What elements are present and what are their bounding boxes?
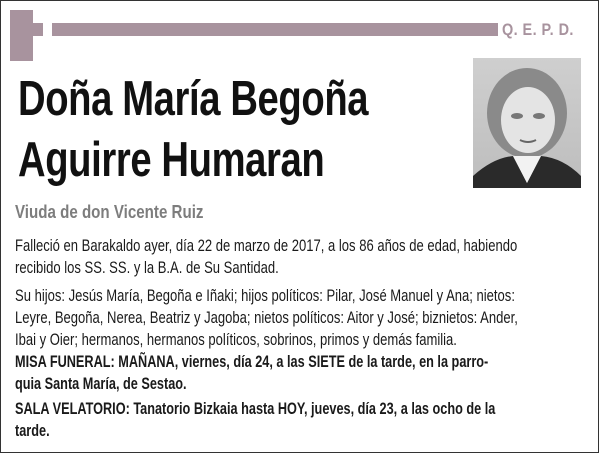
subtitle: Viuda de don Vicente Ruiz xyxy=(15,202,204,222)
wake-line: SALA VELATORIO: Tanatorio Bizkaia hasta HOY, jueves, día 23, a las ocho de la xyxy=(15,400,496,418)
deceased-photo xyxy=(473,58,581,188)
death-line: recibido los SS. SS. y la B.A. de Su Santidad. xyxy=(15,259,279,277)
deceased-name-line1: Doña María Begoña xyxy=(18,72,369,126)
funeral-line: quia Santa María, de Sestao. xyxy=(15,375,187,393)
family-line: Leyre, Begoña, Nerea, Beatriz y Jagoba; nietos políticos: Aitor y José; biznietos: Ander, xyxy=(15,309,518,327)
funeral-line: MISA FUNERAL: MAÑANA, viernes, día 24, a las SIETE de la tarde, en la parro- xyxy=(15,353,489,371)
wake-line: tarde. xyxy=(15,422,50,440)
death-line: Falleció en Barakaldo ayer, día 22 de marzo de 2017, a los 86 años de edad, habiendo xyxy=(15,237,518,255)
family-line: Su hijos: Jesús María, Begoña e Iñaki; hijos políticos: Pilar, José Manuel y Ana; nietos: xyxy=(15,287,515,305)
qepd-label: Q. E. P. D. xyxy=(502,20,574,39)
family-line: Ibai y Oier; hermanos, hermanos políticos, sobrinos, primos y demás familia. xyxy=(15,331,457,349)
header-rule xyxy=(52,23,498,36)
deceased-name-line2: Aguirre Humaran xyxy=(18,133,325,187)
